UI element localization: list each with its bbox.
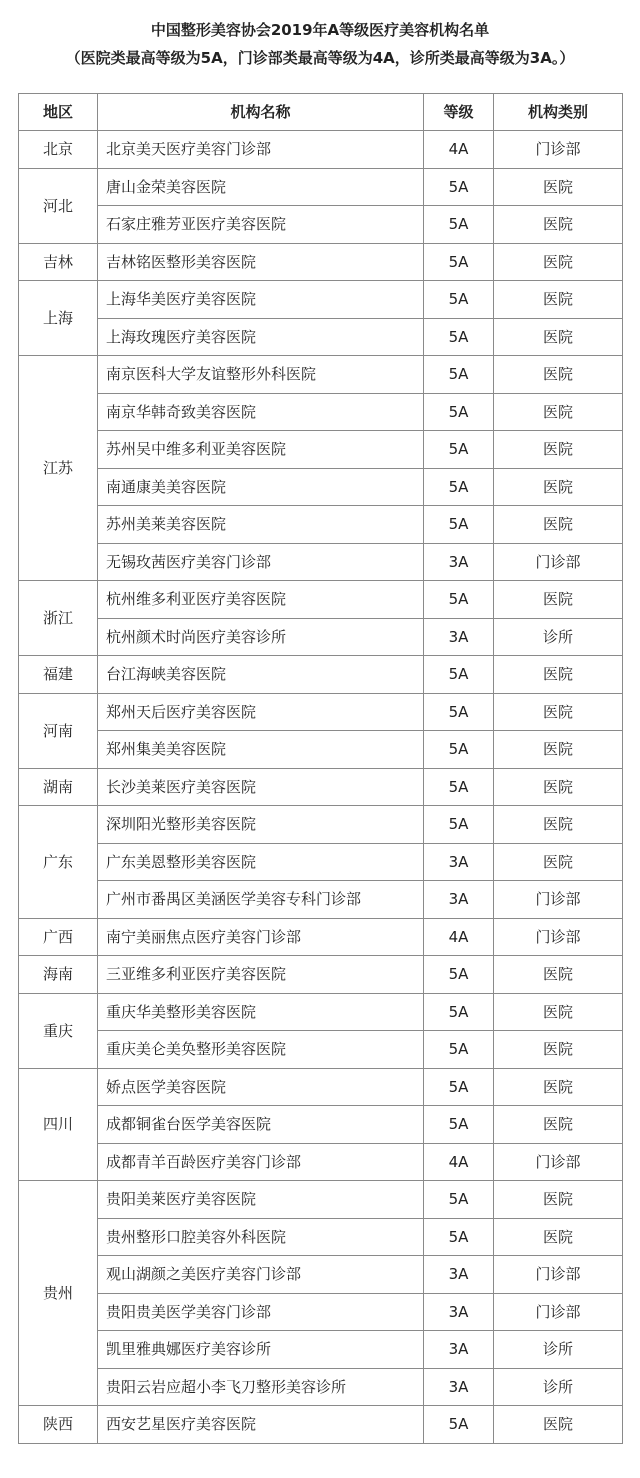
grade-cell: 5A — [424, 993, 494, 1031]
grade-cell: 5A — [424, 956, 494, 994]
grade-cell: 5A — [424, 1031, 494, 1069]
region-cell: 江苏 — [19, 356, 98, 581]
name-cell: 贵阳贵美医学美容门诊部 — [98, 1293, 424, 1331]
table-row — [19, 168, 623, 206]
grade-cell: 5A — [424, 468, 494, 506]
header-region: 地区 — [19, 94, 98, 131]
table-row — [19, 431, 623, 469]
grade-cell: 3A — [424, 543, 494, 581]
grade-cell: 3A — [424, 1331, 494, 1369]
table-row — [19, 468, 623, 506]
region-cell: 北京 — [19, 131, 98, 169]
table-row — [19, 356, 623, 394]
grade-cell: 5A — [424, 206, 494, 244]
table-row — [19, 693, 623, 731]
grade-cell: 3A — [424, 1293, 494, 1331]
name-cell: 娇点医学美容医院 — [98, 1068, 424, 1106]
region-cell: 湖南 — [19, 768, 98, 806]
name-cell: 杭州维多利亚医疗美容医院 — [98, 581, 424, 619]
grade-cell: 5A — [424, 768, 494, 806]
table-row — [19, 1331, 623, 1369]
name-cell: 凯里雅典娜医疗美容诊所 — [98, 1331, 424, 1369]
type-cell: 医院 — [494, 393, 623, 431]
region-cell: 福建 — [19, 656, 98, 694]
type-cell: 门诊部 — [494, 1256, 623, 1294]
name-cell: 重庆美仑美奂整形美容医院 — [98, 1031, 424, 1069]
table-row — [19, 131, 623, 169]
name-cell: 三亚维多利亚医疗美容医院 — [98, 956, 424, 994]
name-cell: 上海华美医疗美容医院 — [98, 281, 424, 319]
name-cell: 南宁美丽焦点医疗美容门诊部 — [98, 918, 424, 956]
name-cell: 广东美恩整形美容医院 — [98, 843, 424, 881]
table-header-row — [19, 94, 623, 131]
table-row — [19, 1406, 623, 1444]
region-cell: 广东 — [19, 806, 98, 919]
grade-cell: 5A — [424, 393, 494, 431]
table-row — [19, 1143, 623, 1181]
table-row — [19, 543, 623, 581]
name-cell: 吉林铭医整形美容医院 — [98, 243, 424, 281]
type-cell: 医院 — [494, 656, 623, 694]
grade-cell: 3A — [424, 1368, 494, 1406]
table-row — [19, 393, 623, 431]
type-cell: 医院 — [494, 956, 623, 994]
name-cell: 成都青羊百龄医疗美容门诊部 — [98, 1143, 424, 1181]
name-cell: 石家庄雅芳亚医疗美容医院 — [98, 206, 424, 244]
grade-cell: 5A — [424, 431, 494, 469]
name-cell: 郑州天后医疗美容医院 — [98, 693, 424, 731]
type-cell: 诊所 — [494, 1331, 623, 1369]
table-row — [19, 1368, 623, 1406]
table-body — [19, 131, 623, 1444]
page-title: 中国整形美容协会2019年A等级医疗美容机构名单 — [150, 21, 490, 39]
header-grade: 等级 — [424, 94, 494, 131]
type-cell: 门诊部 — [494, 131, 623, 169]
name-cell: 观山湖颜之美医疗美容门诊部 — [98, 1256, 424, 1294]
table-row — [19, 1218, 623, 1256]
type-cell: 诊所 — [494, 1368, 623, 1406]
table-row — [19, 318, 623, 356]
grade-cell: 4A — [424, 918, 494, 956]
name-cell: 郑州集美美容医院 — [98, 731, 424, 769]
type-cell: 医院 — [494, 993, 623, 1031]
type-cell: 医院 — [494, 1106, 623, 1144]
type-cell: 门诊部 — [494, 1293, 623, 1331]
grade-cell: 5A — [424, 506, 494, 544]
name-cell: 苏州美莱美容医院 — [98, 506, 424, 544]
type-cell: 医院 — [494, 243, 623, 281]
table-row — [19, 1031, 623, 1069]
name-cell: 贵阳云岩应超小李飞刀整形美容诊所 — [98, 1368, 424, 1406]
name-cell: 重庆华美整形美容医院 — [98, 993, 424, 1031]
table-row — [19, 506, 623, 544]
table-row — [19, 881, 623, 919]
name-cell: 无锡玫茜医疗美容门诊部 — [98, 543, 424, 581]
region-cell: 广西 — [19, 918, 98, 956]
grade-cell: 5A — [424, 693, 494, 731]
name-cell: 南通康美美容医院 — [98, 468, 424, 506]
type-cell: 医院 — [494, 731, 623, 769]
name-cell: 上海玫瑰医疗美容医院 — [98, 318, 424, 356]
name-cell: 西安艺星医疗美容医院 — [98, 1406, 424, 1444]
grade-cell: 5A — [424, 806, 494, 844]
type-cell: 医院 — [494, 431, 623, 469]
type-cell: 诊所 — [494, 618, 623, 656]
name-cell: 南京华韩奇致美容医院 — [98, 393, 424, 431]
type-cell: 门诊部 — [494, 881, 623, 919]
table-row — [19, 1293, 623, 1331]
table-row — [19, 843, 623, 881]
table-row — [19, 243, 623, 281]
table-row — [19, 206, 623, 244]
region-cell: 浙江 — [19, 581, 98, 656]
table-row — [19, 768, 623, 806]
name-cell: 深圳阳光整形美容医院 — [98, 806, 424, 844]
name-cell: 成都铜雀台医学美容医院 — [98, 1106, 424, 1144]
type-cell: 医院 — [494, 506, 623, 544]
type-cell: 医院 — [494, 206, 623, 244]
type-cell: 医院 — [494, 168, 623, 206]
name-cell: 杭州颜术时尚医疗美容诊所 — [98, 618, 424, 656]
name-cell: 长沙美莱医疗美容医院 — [98, 768, 424, 806]
grade-cell: 5A — [424, 1068, 494, 1106]
grade-cell: 4A — [424, 1143, 494, 1181]
table-row — [19, 581, 623, 619]
grade-cell: 4A — [424, 131, 494, 169]
grade-cell: 5A — [424, 318, 494, 356]
region-cell: 吉林 — [19, 243, 98, 281]
type-cell: 医院 — [494, 1181, 623, 1219]
type-cell: 医院 — [494, 1406, 623, 1444]
name-cell: 唐山金荣美容医院 — [98, 168, 424, 206]
type-cell: 门诊部 — [494, 543, 623, 581]
name-cell: 广州市番禺区美涵医学美容专科门诊部 — [98, 881, 424, 919]
name-cell: 贵阳美莱医疗美容医院 — [98, 1181, 424, 1219]
grade-cell: 5A — [424, 731, 494, 769]
table-row — [19, 918, 623, 956]
header-type: 机构类别 — [494, 94, 623, 131]
table-row — [19, 656, 623, 694]
type-cell: 医院 — [494, 356, 623, 394]
grade-cell: 5A — [424, 243, 494, 281]
grade-cell: 5A — [424, 581, 494, 619]
table-row — [19, 731, 623, 769]
type-cell: 医院 — [494, 468, 623, 506]
type-cell: 医院 — [494, 693, 623, 731]
name-cell: 苏州吴中维多利亚美容医院 — [98, 431, 424, 469]
grade-cell: 3A — [424, 618, 494, 656]
grade-cell: 5A — [424, 656, 494, 694]
type-cell: 医院 — [494, 1218, 623, 1256]
region-cell: 河南 — [19, 693, 98, 768]
table-row — [19, 618, 623, 656]
type-cell: 门诊部 — [494, 918, 623, 956]
region-cell: 重庆 — [19, 993, 98, 1068]
table-row — [19, 1181, 623, 1219]
grade-cell: 5A — [424, 281, 494, 319]
institution-table — [18, 93, 623, 1444]
type-cell: 门诊部 — [494, 1143, 623, 1181]
grade-cell: 5A — [424, 1181, 494, 1219]
page-subtitle: （医院类最高等级为5A，门诊部类最高等级为4A，诊所类最高等级为3A。） — [65, 49, 575, 67]
type-cell: 医院 — [494, 1031, 623, 1069]
region-cell: 上海 — [19, 281, 98, 356]
table-row — [19, 281, 623, 319]
type-cell: 医院 — [494, 581, 623, 619]
type-cell: 医院 — [494, 843, 623, 881]
region-cell: 海南 — [19, 956, 98, 994]
region-cell: 贵州 — [19, 1181, 98, 1406]
type-cell: 医院 — [494, 806, 623, 844]
name-cell: 贵州整形口腔美容外科医院 — [98, 1218, 424, 1256]
grade-cell: 5A — [424, 1406, 494, 1444]
grade-cell: 5A — [424, 1106, 494, 1144]
grade-cell: 3A — [424, 843, 494, 881]
type-cell: 医院 — [494, 318, 623, 356]
region-cell: 陕西 — [19, 1406, 98, 1444]
grade-cell: 3A — [424, 881, 494, 919]
table-row — [19, 993, 623, 1031]
table-row — [19, 1106, 623, 1144]
name-cell: 台江海峡美容医院 — [98, 656, 424, 694]
name-cell: 北京美天医疗美容门诊部 — [98, 131, 424, 169]
table-row — [19, 956, 623, 994]
grade-cell: 5A — [424, 168, 494, 206]
region-cell: 河北 — [19, 168, 98, 243]
region-cell: 四川 — [19, 1068, 98, 1181]
table-row — [19, 1256, 623, 1294]
table-row — [19, 1068, 623, 1106]
name-cell: 南京医科大学友谊整形外科医院 — [98, 356, 424, 394]
header-name: 机构名称 — [98, 94, 424, 131]
grade-cell: 5A — [424, 1218, 494, 1256]
type-cell: 医院 — [494, 1068, 623, 1106]
type-cell: 医院 — [494, 768, 623, 806]
table-row — [19, 806, 623, 844]
type-cell: 医院 — [494, 281, 623, 319]
grade-cell: 3A — [424, 1256, 494, 1294]
grade-cell: 5A — [424, 356, 494, 394]
